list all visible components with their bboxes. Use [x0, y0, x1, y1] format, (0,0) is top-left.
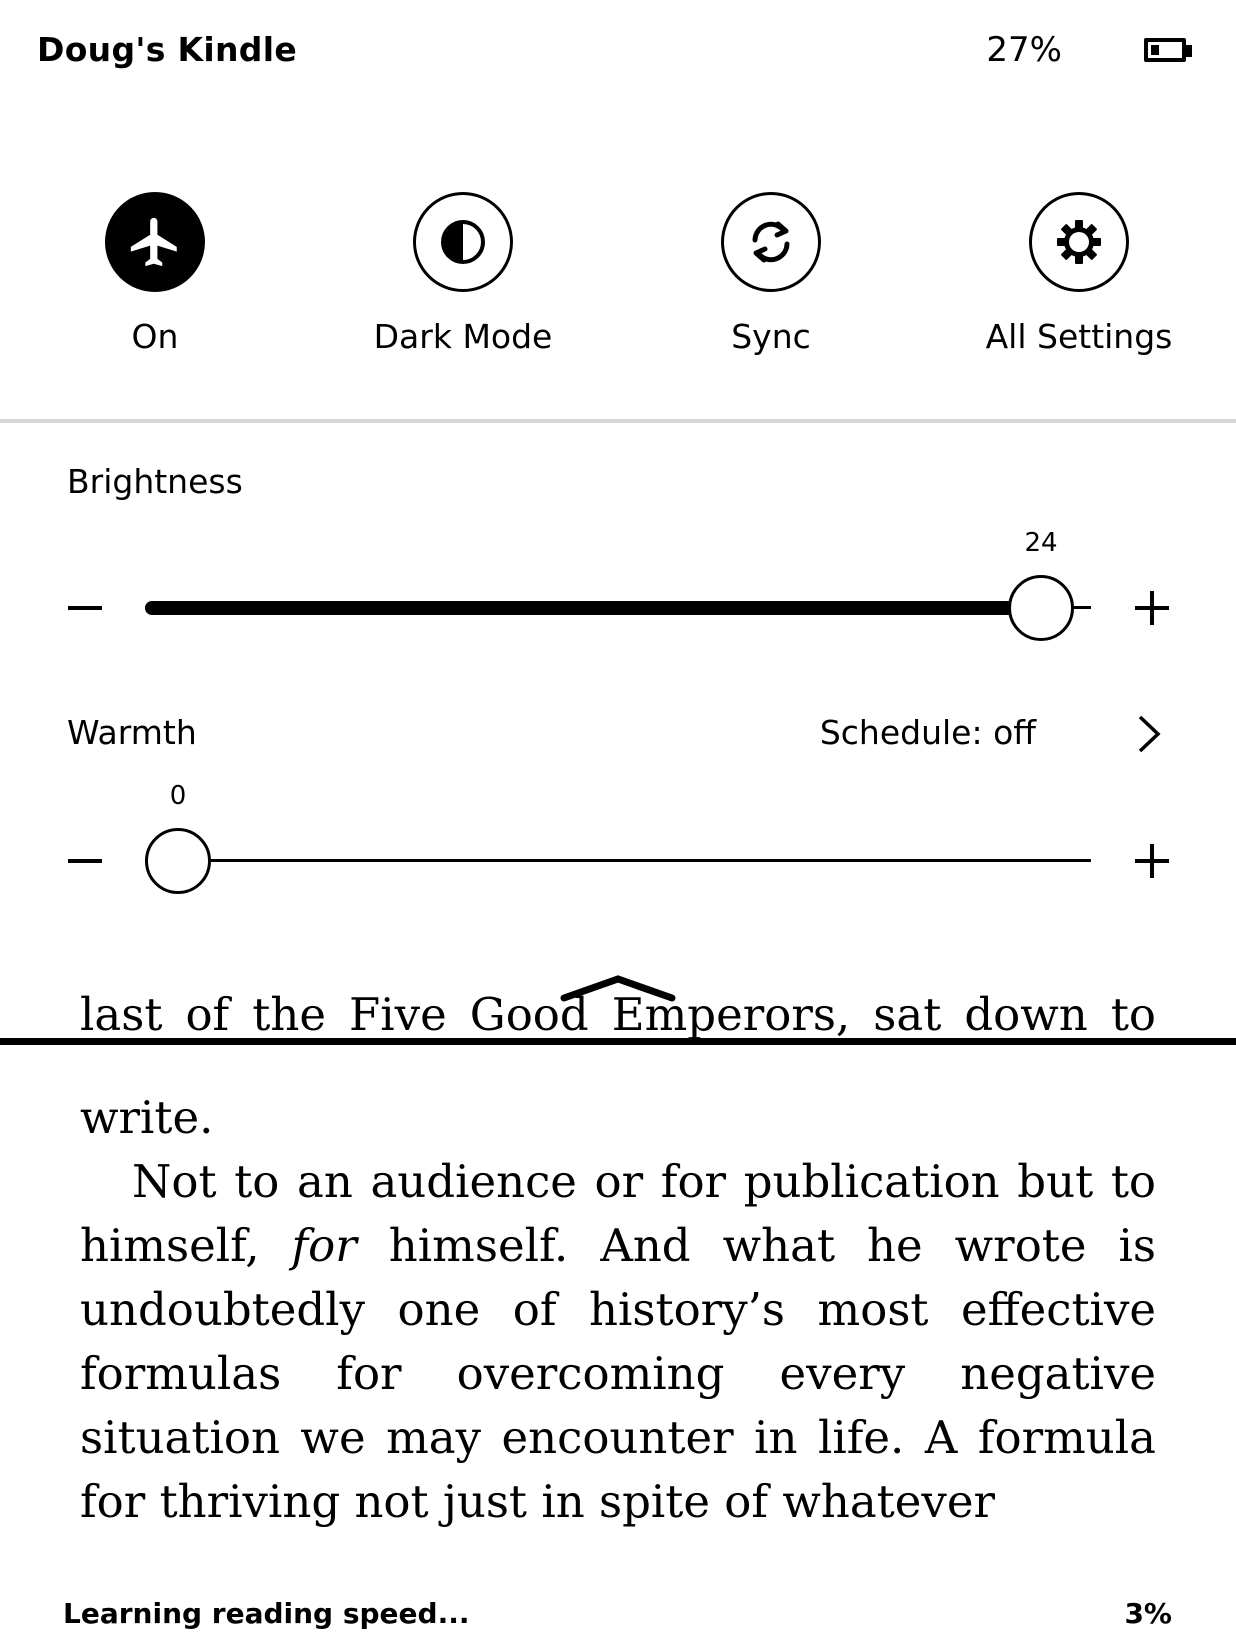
- airplane-mode-button[interactable]: [25, 192, 285, 356]
- book-paragraph: [80, 1150, 1156, 1534]
- book-partial-line: [80, 988, 1156, 1053]
- battery-fill: [1151, 45, 1159, 55]
- brightness-minus-icon[interactable]: [68, 606, 102, 610]
- brightness-slider[interactable]: [145, 601, 1091, 615]
- brightness-plus-icon[interactable]: [1135, 591, 1169, 625]
- paragraph-start: Not to an audience or for publication but to himself,: [80, 1155, 1156, 1272]
- warmth-minus-icon[interactable]: [68, 859, 102, 863]
- brightness-value: 24: [1024, 528, 1058, 558]
- plus-vertical: [1150, 844, 1154, 878]
- brightness-track-fill: [145, 601, 1041, 615]
- battery-percent: 27%: [986, 30, 1062, 70]
- warmth-slider[interactable]: [145, 854, 1091, 868]
- brightness-thumb[interactable]: [1008, 575, 1074, 641]
- reading-progress: 3%: [1124, 1597, 1172, 1630]
- schedule-link[interactable]: Schedule: off: [819, 713, 1036, 752]
- book-line-write: write.: [80, 1091, 214, 1144]
- device-name: Doug's Kindle: [37, 30, 298, 69]
- sync-button[interactable]: [641, 192, 901, 356]
- airplane-mode-label: On: [131, 317, 179, 356]
- book-cut-line-text: last of the Five Good Emperors, sat down to: [80, 988, 1156, 1041]
- sync-label: Sync: [731, 317, 811, 356]
- sync-icon: [721, 192, 821, 292]
- paragraph-end: himself. And what he wrote is undoubtedly one of history’s most effective formulas for overcoming every negative situation we may encounter in life. A formula for thriving not just in spite of whatever: [80, 1219, 1156, 1528]
- gear-icon: [1029, 192, 1129, 292]
- chevron-right-icon[interactable]: [1136, 714, 1162, 758]
- dark-mode-label: Dark Mode: [373, 317, 553, 356]
- warmth-thumb[interactable]: [145, 828, 211, 894]
- paragraph-emphasis: for: [291, 1219, 357, 1272]
- warmth-value: 0: [169, 781, 187, 811]
- battery-tip: [1186, 45, 1192, 57]
- airplane-icon: [105, 192, 205, 292]
- all-settings-button[interactable]: [949, 192, 1209, 356]
- divider: [0, 419, 1236, 423]
- dark-mode-button[interactable]: [333, 192, 593, 356]
- warmth-plus-icon[interactable]: [1135, 844, 1169, 878]
- book-page-text[interactable]: [80, 1086, 1156, 1534]
- all-settings-label: All Settings: [985, 317, 1173, 356]
- plus-vertical: [1150, 591, 1154, 625]
- warmth-label: Warmth: [67, 713, 197, 752]
- brightness-label: Brightness: [67, 462, 243, 501]
- battery-icon: [1144, 38, 1186, 62]
- reading-status: Learning reading speed...: [63, 1597, 470, 1630]
- contrast-icon: [413, 192, 513, 292]
- warmth-track: [145, 859, 1091, 862]
